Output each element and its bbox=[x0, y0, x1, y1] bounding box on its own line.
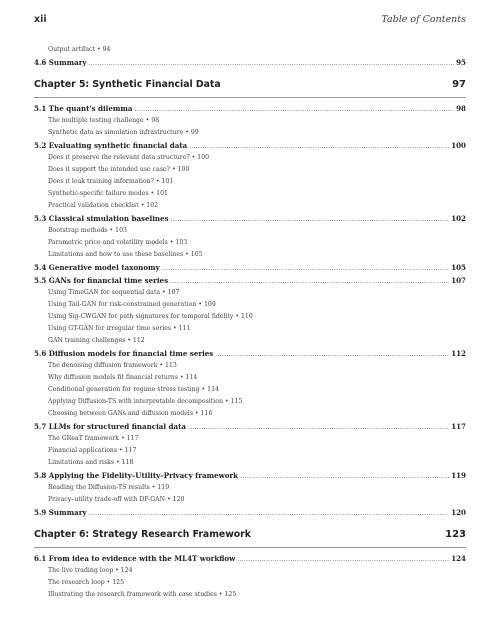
toc-subsection: Does it preserve the relevant data structure? • 100 bbox=[48, 154, 210, 161]
table-of-contents bbox=[34, 44, 466, 601]
section-page: 117 bbox=[451, 422, 466, 431]
toc-subsection: Practical validation checklist • 102 bbox=[48, 202, 159, 209]
toc-subsection: The GReaT framework • 117 bbox=[48, 435, 139, 442]
section-title: 5.8 Applying the Fidelity–Utility–Privacy framework bbox=[34, 471, 239, 480]
section-page: 102 bbox=[451, 214, 466, 223]
toc-subsection: Why diffusion models fit financial returns • 114 bbox=[48, 374, 198, 381]
toc-subsection: Limitations and how to use these baselines • 105 bbox=[48, 251, 203, 258]
toc-subsection: Conditional generation for regime stress testing • 114 bbox=[48, 386, 219, 393]
running-header bbox=[34, 14, 466, 34]
section-page: 98 bbox=[456, 104, 466, 113]
toc-subsection: Privacy–utility trade-off with DP-GAN • 120 bbox=[48, 496, 185, 503]
chapter-page: 97 bbox=[452, 79, 466, 90]
toc-subsection: Reading the Diffusion-TS results • 119 bbox=[48, 484, 170, 491]
toc-subsection: Output artifact • 94 bbox=[48, 46, 111, 53]
dot-leader bbox=[162, 262, 449, 275]
toc-section bbox=[34, 469, 466, 482]
toc-subsection: Limitations and risks • 118 bbox=[48, 459, 134, 466]
section-title: 6.1 From idea to evidence with the ML4T workflow bbox=[34, 554, 236, 563]
dot-leader bbox=[170, 275, 449, 288]
section-title: 5.9 Summary bbox=[34, 508, 87, 517]
toc-subsection: Synthetic-specific failure modes • 101 bbox=[48, 190, 168, 197]
toc-subsection: Synthetic data as simulation infrastructure • 99 bbox=[48, 129, 199, 136]
toc-subsection: Using TimeGAN for sequential data • 107 bbox=[48, 289, 180, 296]
section-page: 107 bbox=[451, 276, 466, 285]
section-page: 124 bbox=[451, 554, 466, 563]
toc-subsection: Bootstrap methods • 103 bbox=[48, 227, 127, 234]
toc-subsection: Using Sig-CWGAN for path signatures for temporal fidelity • 110 bbox=[48, 313, 253, 320]
toc-section bbox=[34, 552, 466, 565]
toc-section bbox=[34, 56, 466, 69]
toc-subsection: The live trading loop • 124 bbox=[48, 567, 133, 574]
section-title: 4.6 Summary bbox=[34, 58, 87, 67]
section-page: 120 bbox=[451, 508, 466, 517]
dot-leader bbox=[189, 140, 449, 153]
toc-subsection: Using GT-GAN for irregular time series • 111 bbox=[48, 325, 191, 332]
section-title: 5.3 Classical simulation baselines bbox=[34, 214, 169, 223]
toc-subsection: Illustrating the research framework with case studies • 125 bbox=[48, 591, 237, 598]
toc-subsection: The denoising diffusion framework • 113 bbox=[48, 362, 177, 369]
toc-page bbox=[0, 14, 500, 631]
section-page: 95 bbox=[456, 58, 466, 67]
section-page: 112 bbox=[451, 349, 466, 358]
dot-leader bbox=[240, 470, 449, 483]
toc-subsection: Financial applications • 117 bbox=[48, 447, 137, 454]
section-title: 5.2 Evaluating synthetic financial data bbox=[34, 141, 188, 150]
dot-leader bbox=[135, 103, 455, 116]
dot-leader bbox=[237, 553, 449, 566]
section-page: 100 bbox=[451, 141, 466, 150]
toc-subsection: GAN training challenges • 112 bbox=[48, 337, 145, 344]
chapter-title: Chapter 6: Strategy Research Framework bbox=[34, 529, 251, 540]
section-page: 105 bbox=[451, 263, 466, 272]
section-title: 5.7 LLMs for structured financial data bbox=[34, 422, 186, 431]
dot-leader bbox=[89, 507, 450, 520]
toc-subsection: Choosing between GANs and diffusion models • 116 bbox=[48, 410, 213, 417]
dot-leader bbox=[171, 213, 450, 226]
toc-subsection: The multiple testing challenge • 98 bbox=[48, 117, 160, 124]
toc-subsection: The research loop • 125 bbox=[48, 579, 125, 586]
toc-section bbox=[34, 274, 466, 287]
toc-section bbox=[34, 139, 466, 152]
toc-subsection: Using Tail-GAN for risk-constrained generation • 109 bbox=[48, 301, 216, 308]
toc-section bbox=[34, 212, 466, 225]
toc-section bbox=[34, 420, 466, 433]
toc-subsection: Applying Diffusion-TS with interpretable decomposition • 115 bbox=[48, 398, 243, 405]
section-title: 5.1 The quant's dilemma bbox=[34, 104, 133, 113]
page-number: xii bbox=[34, 14, 47, 25]
toc-subsection: Does it leak training information? • 101 bbox=[48, 178, 174, 185]
chapter-page: 123 bbox=[445, 529, 466, 540]
dot-leader bbox=[89, 57, 455, 70]
section-title: 5.6 Diffusion models for financial time series bbox=[34, 349, 214, 358]
toc-section bbox=[34, 102, 466, 115]
section-page: 119 bbox=[451, 471, 466, 480]
section-title: 5.5 GANs for financial time series bbox=[34, 276, 169, 285]
section-title: 5.4 Generative model taxonomy bbox=[34, 263, 160, 272]
toc-chapter bbox=[34, 523, 466, 548]
toc-section bbox=[34, 347, 466, 360]
chapter-title: Chapter 5: Synthetic Financial Data bbox=[34, 79, 221, 90]
toc-chapter bbox=[34, 73, 466, 98]
toc-section bbox=[34, 261, 466, 274]
toc-section bbox=[34, 506, 466, 519]
dot-leader bbox=[215, 348, 449, 361]
running-title: Table of Contents bbox=[381, 14, 466, 25]
toc-subsection: Does it support the intended use case? • 100 bbox=[48, 166, 190, 173]
toc-subsection: Parametric price and volatility models • 103 bbox=[48, 239, 188, 246]
dot-leader bbox=[188, 421, 449, 434]
